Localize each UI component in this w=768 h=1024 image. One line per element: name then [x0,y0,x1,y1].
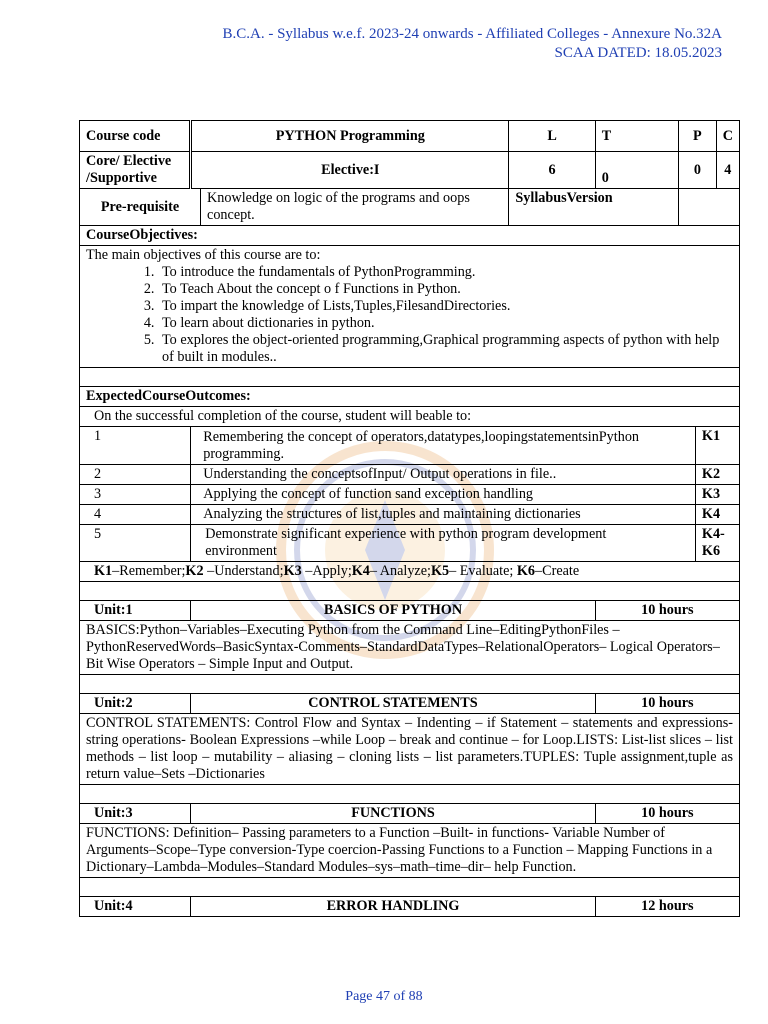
objective-item: 1. To introduce the fundamentals of PythonProgramming. [158,264,733,281]
outcome-k-level: K3 [695,485,739,505]
p-label: P [679,121,717,152]
outcome-text: Analyzing the structures of list,tuples and maintaining dictionaries [191,505,696,525]
syllabus-version-value [679,189,740,226]
objectives-intro: The main objectives of this course are to: [86,247,321,263]
c-value: 4 [716,152,739,189]
unit-title: ERROR HANDLING [191,897,595,917]
outcome-k-level: K1 [695,427,739,465]
objective-item: 5. To explores the object-oriented programming,Graphical programming aspects of python with help of built in modules.. [158,332,733,366]
legend-text: –Apply; [301,563,352,579]
legend-k: K5 [430,563,450,579]
legend-text: – Evaluate; [449,563,517,579]
outcome-text: Understanding the conceptsofInput/ Output operations in file.. [191,465,696,485]
objectives-heading: CourseObjectives: [80,226,740,246]
outcome-number: 2 [80,465,191,485]
outcome-number: 3 [80,485,191,505]
spacer-row [80,582,740,601]
legend-k: K3 [283,563,302,579]
l-label: L [509,121,595,152]
unit-label: Unit:2 [80,694,191,714]
objectives-body [80,246,740,368]
header-line-1: B.C.A. - Syllabus w.e.f. 2023-24 onwards - Affiliated Colleges - Annexure No.32A [222,26,722,42]
legend-k: K6 [516,563,536,579]
unit-label: Unit:3 [80,804,191,824]
unit-label: Unit:1 [80,601,191,621]
spacer-row [80,368,740,387]
outcome-number: 5 [80,525,191,562]
unit-title: BASICS OF PYTHON [191,601,595,621]
outcome-k-level: K4-K6 [695,525,739,562]
course-type-label: Core/ Elective /Supportive [80,152,191,189]
unit-hours: 10 hours [595,601,739,621]
t-value: 0 [595,152,678,189]
unit-body: CONTROL STATEMENTS: Control Flow and Syntax – Indenting – if Statement – statements and expressions- string operations- Boolean Expressions –while Loop – break and continue – for Loop.LISTS: List-list slices – list methods – list loop – mutability – aliasing – cloning lists – list parameters.TUPLES: Tuple assignment,tuple as return value–Sets –Dictionaries [80,714,740,785]
spacer-row [80,878,740,897]
legend-text: –Understand; [203,563,284,579]
legend-k: K4 [351,563,370,579]
unit-hours: 10 hours [595,694,739,714]
prereq-value: Knowledge on logic of the programs and oops concept. [201,189,509,226]
outcome-number: 4 [80,505,191,525]
header-line-2: SCAA DATED: 18.05.2023 [554,45,722,61]
outcome-k-level: K4 [695,505,739,525]
l-value: 6 [509,152,595,189]
objective-item: 4. To learn about dictionaries in python. [158,315,733,332]
legend-k: K1 [94,563,113,579]
c-label: C [716,121,739,152]
objectives-list [86,264,733,366]
outcome-number: 1 [80,427,191,465]
spacer-row [80,785,740,804]
unit-title: CONTROL STATEMENTS [191,694,595,714]
unit-body: BASICS:Python–Variables–Executing Python from the Command Line–EditingPythonFiles –PythonReservedWords–BasicSyntax-Comments–StandardDataTypes–RelationalOperators– Logical Operators–Bit Wise Operators – Simple Input and Output. [80,621,740,675]
unit-hours: 12 hours [595,897,739,917]
t-label: T [595,121,678,152]
syllabus-version-label: SyllabusVersion [509,189,679,226]
unit-label: Unit:4 [80,897,191,917]
prereq-label: Pre-requisite [80,189,201,226]
course-code-label: Course code [80,121,191,152]
legend-text: –Remember; [112,563,186,579]
outcomes-intro: On the successful completion of the course, student will beable to: [80,407,740,427]
legend-text: –Create [535,563,580,579]
outcome-text: Demonstrate significant experience with python program development environment [191,525,696,562]
unit-body: FUNCTIONS: Definition– Passing parameters to a Function –Built- in functions- Variable Number of Arguments–Scope–Type conversion-Type coercion-Passing Functions to a Function – Mapping Functions in a Dictionary–Lambda–Modules–Standard Modules–sys–math–time–dir– help Function. [80,824,740,878]
k-level-legend [80,562,740,582]
course-title: PYTHON Programming [191,121,509,152]
legend-k: K2 [185,563,204,579]
page-number-footer: Page 47 of 88 [345,989,423,1004]
outcome-text: Remembering the concept of operators,datatypes,loopingstatementsinPython programming. [191,427,696,465]
objective-item: 3. To impart the knowledge of Lists,Tuples,FilesandDirectories. [158,298,733,315]
syllabus-table [79,120,740,917]
outcome-k-level: K2 [695,465,739,485]
objective-item: 2. To Teach About the concept o f Functions in Python. [158,281,733,298]
p-value: 0 [679,152,717,189]
legend-text: – Analyze; [369,563,431,579]
unit-hours: 10 hours [595,804,739,824]
unit-title: FUNCTIONS [191,804,595,824]
outcome-text: Applying the concept of function sand exception handling [191,485,696,505]
course-type-value: Elective:I [191,152,509,189]
spacer-row [80,675,740,694]
outcomes-heading: ExpectedCourseOutcomes: [80,387,740,407]
